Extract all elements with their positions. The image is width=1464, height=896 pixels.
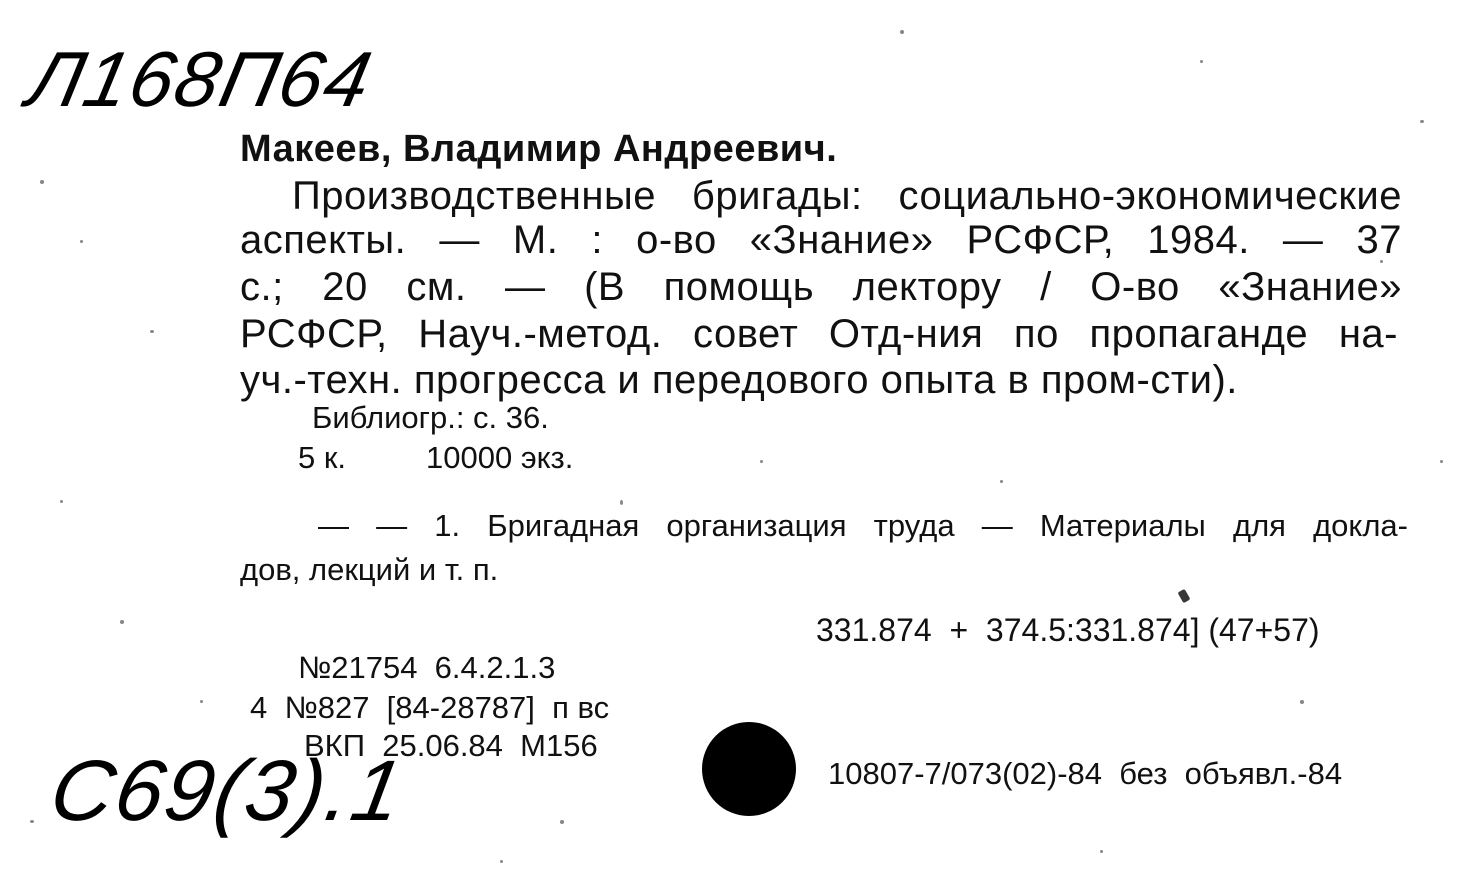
catalog-number-line-3: ВКП 25.06.84 М156 (304, 728, 598, 763)
author-heading: Макеев, Владимир Андреевич. (240, 128, 838, 170)
description-line-4: РСФСР, Науч.-метод. совет Отд-ния по пропаганде на- (240, 312, 1398, 356)
print-run: 10000 экз. (426, 440, 574, 475)
subject-heading-line-1: — — 1. Бригадная организация труда — Материалы для докла- (318, 508, 1408, 543)
handwritten-call-number-bottom: С69(3).1 (43, 743, 412, 839)
bibliography-note: Библиогр.: с. 36. (312, 400, 549, 435)
description-line-2: аспекты. — М. : о-во «Знание» РСФСР, 1984. — 37 (240, 218, 1402, 262)
classification-index: 331.874 + 374.5:331.874] (47+57) (816, 612, 1320, 648)
subject-heading-line-2: дов, лекций и т. п. (240, 552, 499, 587)
description-line-5: уч.-техн. прогресса и передового опыта в пром-сти). (240, 358, 1238, 402)
catalog-number-line-2: 4 №827 [84-28787] п вс (250, 690, 610, 725)
publisher-code: 10807-7/073(02)-84 без объявл.-84 (828, 756, 1343, 791)
handwritten-call-number-top: Л168П64 (20, 35, 381, 123)
catalog-number-line-1: №21754 6.4.2.1.3 (298, 650, 556, 685)
description-line-3: с.; 20 см. — (В помощь лектору / О-во «Знание» (240, 265, 1402, 309)
card-punch-hole (702, 722, 796, 816)
title-line-1: Производственные бригады: социально-экономические (292, 174, 1402, 218)
price: 5 к. (298, 440, 347, 475)
